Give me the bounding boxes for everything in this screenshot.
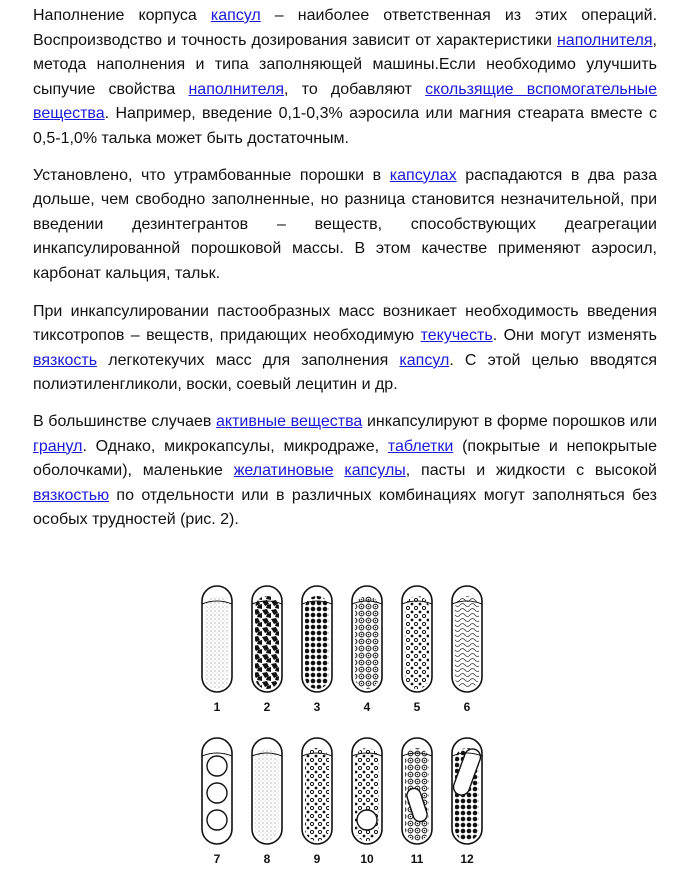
capsule-label: 10 [360, 852, 374, 866]
glossary-link[interactable]: вязкость [33, 351, 98, 369]
paragraph-2 [33, 164, 657, 287]
capsule-12 [451, 738, 482, 866]
paragraph-text: . Однако, микрокапсулы, микродраже, [82, 437, 388, 455]
capsule-11 [402, 738, 432, 866]
capsule-1 [202, 586, 232, 714]
paragraph-text: . Они могут изменять [492, 327, 657, 345]
capsule-filling-figure [190, 582, 500, 872]
paragraph-text: . С этой целью вводятся полиэтиленгликоли, воски, соевый лецитин и др. [33, 351, 657, 394]
capsule-5 [402, 586, 432, 714]
paragraph-text: В большинстве случаев [33, 412, 216, 430]
capsule-label: 6 [463, 700, 471, 714]
capsule-label: 11 [410, 852, 424, 866]
paragraph-text: (покрытые и непокрытые оболочками), маленькие [33, 437, 657, 480]
paragraph-text: Установлено, что утрамбованные порошки в [33, 166, 390, 184]
paragraph-text [334, 462, 345, 479]
glossary-link[interactable]: скользящие вспомогательные вещества [33, 80, 658, 123]
capsule-8 [252, 738, 282, 866]
capsule-label: 8 [263, 852, 271, 866]
paragraph-4 [33, 410, 657, 533]
glossary-link[interactable]: вязкостью [33, 486, 110, 504]
paragraph-text: – наиболее ответственная из этих операций. Воспроизводство и точность дозирования зависит от характеристики [33, 7, 658, 49]
glossary-link[interactable]: текучесть [420, 327, 493, 345]
capsule-4 [352, 586, 382, 714]
capsule-figure-svg [190, 582, 500, 872]
glossary-link[interactable]: капсулы [344, 462, 406, 480]
paragraph-1 [33, 4, 657, 152]
glossary-link[interactable]: наполнителя [188, 80, 285, 98]
capsule-label: 9 [313, 852, 321, 866]
glossary-link[interactable]: капсул [210, 7, 261, 24]
document-body [33, 4, 657, 545]
glossary-link[interactable]: активные вещества [216, 412, 363, 430]
capsule-label: 3 [313, 700, 321, 714]
capsule-2 [252, 586, 282, 714]
capsule-label: 7 [213, 852, 221, 866]
glossary-link[interactable]: таблетки [387, 437, 454, 455]
capsule-label: 12 [460, 852, 474, 866]
paragraph-text: распадаются в два раза дольше, чем свободно заполненные, но разница становится незначительной, при введении дезинтегрантов – веществ, способствующих деагрегации инкапсулированной порошковой массы. В этом качестве применяют аэросил, карбонат кальция, тальк. [33, 166, 657, 282]
paragraph-text: Наполнение корпуса [33, 7, 211, 24]
paragraph-text: , метода наполнения и типа заполняющей машины.Если необходимо улучшить сыпучие свойства [33, 31, 657, 98]
paragraph-text: инкапсулируют в форме порошков или [362, 412, 658, 430]
capsule-3 [302, 586, 332, 714]
capsule-label: 5 [413, 700, 421, 714]
paragraph-text: легкотекучих масс для заполнения [97, 351, 400, 369]
glossary-link[interactable]: капсулах [389, 166, 457, 184]
paragraph-text: по отдельности или в различных комбинациях могут заполняться без особых трудностей (рис. 2). [33, 486, 657, 529]
paragraph-3 [33, 300, 657, 398]
capsule-label: 1 [213, 700, 221, 714]
paragraph-text: При инкапсулировании пастообразных масс возникает необходимость введения тиксотропов – веществ, придающих необходимую [33, 302, 657, 345]
paragraph-text: , то добавляют [284, 80, 426, 98]
glossary-link[interactable]: наполнителя [556, 31, 653, 49]
capsule-label: 4 [363, 700, 371, 714]
paragraph-text: . Например, введение 0,1-0,3% аэросила или магния стеарата вместе с 0,5-1,0% талька может быть достаточным. [33, 105, 657, 147]
glossary-link[interactable]: желатиновые [233, 462, 334, 480]
capsule-9 [302, 738, 332, 866]
capsule-label: 2 [263, 700, 271, 714]
capsule-6 [452, 586, 482, 714]
glossary-link[interactable]: капсул [399, 351, 450, 369]
capsule-10 [352, 738, 382, 866]
glossary-link[interactable]: гранул [33, 437, 83, 455]
paragraph-text: , пасты и жидкости с высокой [405, 462, 657, 480]
capsule-7 [202, 738, 232, 866]
